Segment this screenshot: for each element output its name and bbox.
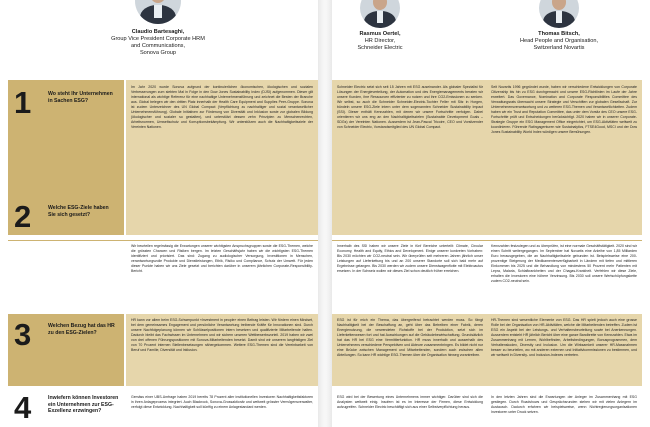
question-4-number: 4 — [14, 390, 32, 425]
answer-3-novartis: HR-Themen sind wesentliche Elemente von ESG. Das HR spielt jedoch auch eine grosse Rolle bei der Organisation von HR-Aktivitäten, welche die Mitarbeitenden betreffen. Zudem ist ESG ein Aspekt bei der Leistungs- und Verhaltensbeurteilung sowie bei Anerkennungen. Ausserdem entsteht HR jährlich Bericht über eine ganze Bandbreite von Kennzahlen. Etwa im Zusammenhang mit Lernen, Wohlbefinden, Arbeitsbedingungen, Bonusprogrammen, dem Verhaltenskodex, Diversity und Inclusion. Um die Wirksamkeit unserer HR-Massnahmen besser zu beurteilen, wo mit anderen externen und Initiativkommissionen zu bestimmen, und wir weltweit in Diversity- und Inclusion-Indexes vertreten. — [491, 318, 637, 357]
person-name: Claudio Bartesaghi, — [131, 29, 185, 35]
thomas-bitsch-photo — [539, 0, 579, 28]
person-role: Head People and Organisation, — [519, 38, 599, 44]
left-page — [0, 0, 318, 427]
answer-4-schneider: ESG wird bei der Bewertung eines Unternehmens immer wichtiger. Darüber sind sich die Analysten weltweit einig. Insofern ist es im Interesse der Firmen, diese Entwicklung aufzugreifen. Schneider Electric beschäftigt sich aus einer Selbstverpflichtung heraus. — [337, 395, 483, 409]
divider — [332, 240, 642, 241]
answer-3-text: HR kann vor allem beim ESG-Schwerpunkt «Investment in people» einen Beitrag leisten. Wir fördern einen Mindset, bei dem gemeinsames Engagement und persönliche Verantwortung treibende Kräfte für Innovationen sind. Durch unsere Nachfolgeplanung können wir Schlüsselpositionen intern besetzen und qualifizierte Mitarbeitende halten. Dadurch bleibt das Fachwissen im Unternehmen und wir sichern unseren Wettbewerbsvorteil. 2019 haben wir zwei von drei offenen Führungspositionen mit Sonova-Mitarbeitenden besetzt. Damit sind wir unserem langfristigen Ziel von 70 Prozent internen Stellenbesetzungen nähergekommen. Weitere ESG-Themen sind die Vereinbarkeit von Beruf und Familie, Diversität und Inklusion. — [131, 318, 313, 352]
answer-2-novartis: Kennzahlen festzulegen und zu überprüfen, ist eine normale Geschäftstätigkeit. 2020 sind wir einen Schritt weitergegangen. Im September hat Novartis eine Anleihe von 1,85 Milliarden Euro herausgegeben, die an Nachhaltigkeitsziele gebunden ist. Beispielsweise eine 200-prozentige Steigerung der Medikamentenverfügbarkeit in Ländern mit tiefen und mittleren Einkommen bis 2025 und die Behandlung von mindestens 50 Prozent mehr Patienten mit Lepra, Malaria, Schlafkrankheiten und der Chagas-Krankheit. Verfehlen wir diese Ziele, erhalten die Investoren eine höhere Verzinsung. Bis 2030 soll unsere Wertschöpfungskette zudem CO2-neutral sein. — [491, 244, 637, 283]
answer-2-text: Wir beurteilen regelmässig die Erwartungen unserer wichtigsten Anspruchsgruppen sowie die ESG-Themen, welche die grössten Chancen und Risiken bergen. Im letzten Geschäftsjahr haben wir die wichtigsten ESG-Themen identifiziert und priorisiert. Das sind: Zugang zu audiologischer Versorgung, Investitionen in Menschen, verantwortungsvolle Produkte und Dienstleistungen, Ethik, Risiko und Compliance, Schutz der Umwelt. Für jeden dieser Punkte haben wir uns Ziele gesetzt und berichten darüber in unserem jährlichen Corporate-Responsibility-Bericht. — [131, 244, 313, 273]
person-role: HR Director, — [364, 38, 396, 44]
person-name: Thomas Bitsch, — [538, 31, 580, 37]
answer-1-schneider: Schneider Electric setzt sich seit 15 Jahren mit ESG auseinander. Als globaler Spezialist für Lösungen der Energieverteilung, der Automation und des Energiemanagements beraten wir unsere Kunden, ihre Ressourcen effizienter zu nutzen und ihre CO2-Emissionen zu senken. Wir selbst, so auch die Schneider Schneider-Electric-Tochter Feller mit Sitz in Horgen, bündeln unsere ESG-Ziele intern unter dem sogenannten Schneider Sustainability Impact (SSI). Dieser enthält Kennzahlen, mit denen wir unsere Fortschritte verfolgen. Dabei orientieren wir uns eng an den Nachhaltigkeitszielen (Sustainable Development Goals – SDGs) der Vereinten Nationen. Ausserdem ist Jean-Pascal Tricoire, CEO und Vorsitzender von Schneider Electric, Vorstandsmitglied des UN Global Compact. — [337, 85, 483, 129]
divider — [8, 240, 318, 241]
person-company: Schneider Electric — [357, 45, 403, 51]
person-caption-claudio — [80, 29, 236, 57]
person-caption-thomas — [496, 31, 622, 52]
question-3-text: Welchen Bezug hat das HR zu den ESG-Zielen? — [48, 323, 115, 336]
answer-1-text: Im Jahr 2020 wurde Sonova aufgrund der kontinuierlichen ökonomischen, ökologischen und sozialen Verbesserungen zum siebten Mal in Folge in den Dow Jones Sustainability Index (DJSI) aufgenommen. Dieser gilt international als wichtige Referenz für eine nachhaltige Unternehmensführung und zeichnet die Besten der Branche aus. Global belegen wir den dritten Platz innerhalb der Health Care Equipment and Supplies Peer-Gruppe. Sonova ist zudem Unterzeichner des UN Global Compact (Verpflichtung zu nachhaltiger und sozial verantwortlicher Unternehmensführung). Globale Initiativen zur Förderung von Diversität und Inklusion sowie zur globalen Bildung (ökologischer und sozialer so gestalten), und unterstützt dessen zehn Prinzipien zu Menschenrechten, Arbeitsnormen, Umweltschutz und Korruptionsbekämpfung. Wir unterstützen auch die Nachhaltigkeitsziele der Vereinten Nationen. — [131, 85, 313, 129]
right-page — [332, 0, 650, 427]
question-1-text: Wo steht Ihr Unternehmen in Sachen ESG? — [48, 91, 113, 104]
person-caption-rasmus — [322, 31, 438, 52]
question-2-number: 2 — [14, 199, 32, 234]
person-role: and Communications, — [130, 43, 186, 49]
claudio-bartesaghi-photo — [135, 0, 181, 24]
answer-3-schneider: ESG ist für mich ein Thema, das übergreifend betrachtet werden muss. So fängt Nachhaltigkeit bei der Beschaffung an, geht über das Betreiben einer Fabrik, deren Energienutzung, die verwendeten Rohstoffe bei der Produktion, setzt sich im Lieferkettenwesen fort und hat Auswirkungen auf die Gebäudebewirtschaftung. Grundsätzlich hat das HR bei ESG eine Vermittlerfunktion. HR muss innerhalb und ausserhalb des Unternehmens verschiedene Perspektiven und Akteure zusammenbringen. Es bildet nicht nur eine Brücke zwischen Management und Mitarbeitenden, sondern auch zwischen allen Abteilungen. So kann HR wichtige ESG-Themen über die Organisation hinweg vorantreiben. — [337, 318, 483, 357]
question-1-number: 1 — [14, 85, 32, 120]
book-spine — [318, 0, 332, 427]
answer-2-schneider: Innerhalb des SSI haben wir unsere Ziele in fünf Bereiche unterteilt: Climate, Circular Economy, Health and Equity, Ethics and Development. Einige unserer konkreten Vorhaben: Bis 2030 möchten wir CO2-neutral sein. Wir überprüfen seit mehreren Jahren jährlich unser Leistungen auf Lieferkettung bis und an 200 unserer Standorte soll sich bald mehr auf Ergebnisse gelangen. Bis 2030 werden wir zudem unsere Dienstwagenflotte mit Elektroautos ersetzen. In der Schweiz wollen wir dieses Ziel schon deutlich früher erreichen. — [337, 244, 483, 273]
question-3-number: 3 — [14, 317, 32, 352]
question-4-text: Inwiefern können Investoren ein Unternehmen zur ESG-Exzellenz erzwingen? — [48, 395, 119, 415]
answer-4-text: Gemäss einer UBS-Umfrage haben 2019 bereits 78 Prozent aller institutionellen Investoren Nachhaltigkeitsfaktoren in ihren Anlageprozess integriert. Auch Blackrock, Sonova-Grossaktionär und weltweit grösster Vermögensverwalter, verfolgt diese Entwicklung. Nachhaltigkeit soll künftig zu einem Anlagestandard werden. — [131, 395, 313, 409]
person-name: Rasmus Oertel, — [359, 31, 401, 37]
person-role: Group Vice President Corporate HRM — [111, 36, 205, 42]
rasmus-oertel-photo — [360, 0, 400, 28]
person-company: Sonova Group — [139, 50, 177, 56]
answer-1-novartis: Seit Novartis 1996 gegründet wurde, haben wir verschiedene Entwicklungen von Corporate Citizenship bis hin zu ESG durchgemacht und unsere ESG-Richtlinien im Laufe der Jahre erweitert. Das Governance, Nomination and Corporate Responsibilities Committee des Verwaltungsrats überwacht unsere Strategie und Verschiften zur globalen Gesellschaft. Zur Unternehmensverantwortung und zu weiteren ESG-Themen und Verantwortlichkeiten. Zudem haben wir ein Trust and Reputation Committee, das unter dem Vorsitz des CEO unsere ESG-Fortschritte prüft und Entscheidungen berücksichtigt. 2020 haben wir in unserer Corporate-Strategie Gruppe ein ESG Management Office eingerichtet, um ESG-Aktivitäten weltweit zu koordinieren. Führende Ratingagenturen wie Sustainalytics, FTSE4Good, MSCI und der Dow Jones Sustainability World Index würdigen unsere Bemühungen. — [491, 85, 637, 134]
answer-4-novartis: In den letzten Jahren sind die Erwartungen der Anleger im Zusammenhang mit ESG gestiegen. Durch Roadshows und Gesprächsrunden stehen wir mit vielen Anlegern im Austausch. Dadurch erfahren wir beispielsweise, wenn Nichtregierungsorganisationen Investoren unter Druck setzen. — [491, 395, 637, 414]
person-company: Switzerland Novartis — [533, 45, 585, 51]
question-2-text: Welche ESG-Ziele haben Sie sich gesetzt? — [48, 205, 109, 218]
